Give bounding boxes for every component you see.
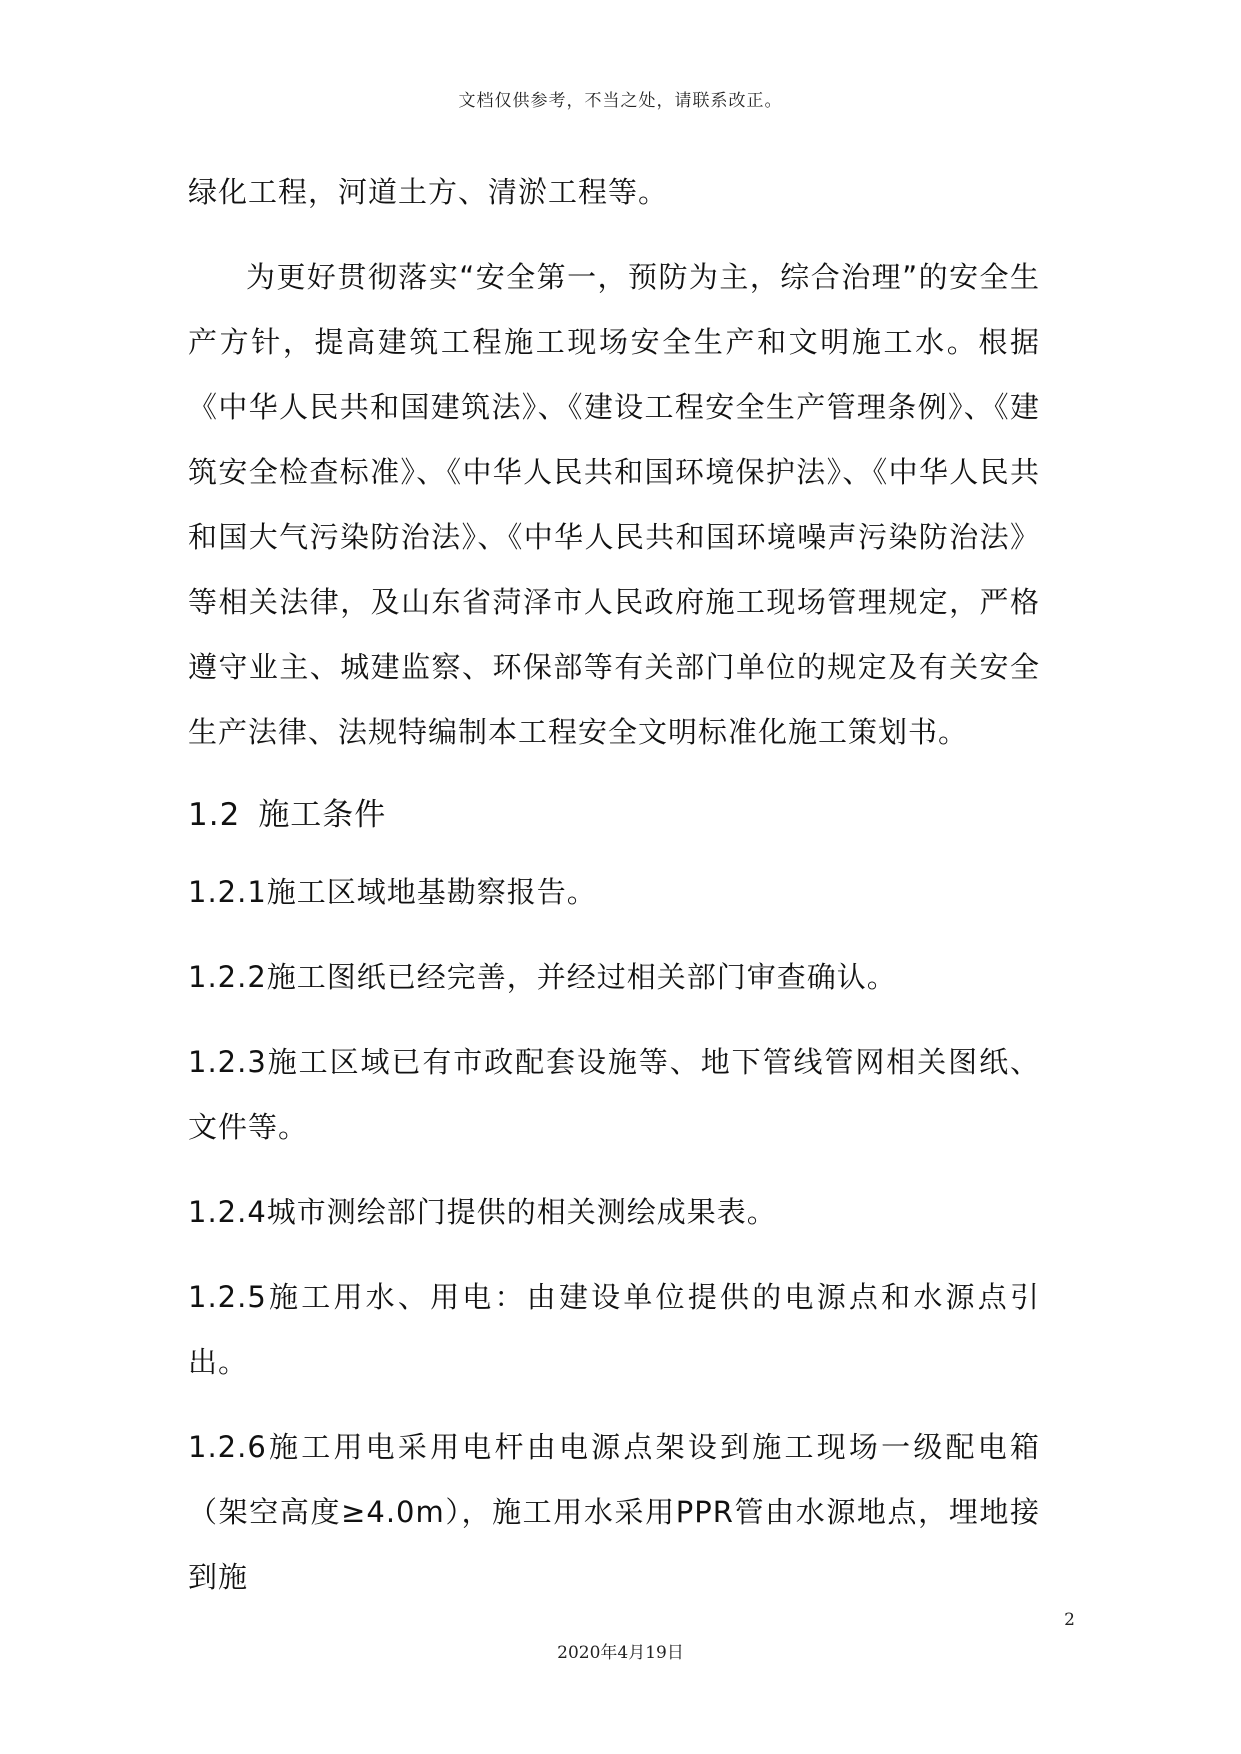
list-item: 1.2.6施工用电采用电杆由电源点架设到施工现场一级配电箱（架空高度≥4.0m），施工用水采用PPR管由水源地点，埋地接到施	[188, 1430, 1040, 1594]
list-item: 1.2.1施工区域地基勘察报告。	[188, 875, 597, 909]
header-note: 文档仅供参考，不当之处，请联系改正。	[458, 91, 783, 111]
document-body	[188, 160, 1040, 1610]
list-item: 1.2.4城市测绘部门提供的相关测绘成果表。	[188, 1195, 777, 1229]
list-item: 1.2.3施工区域已有市政配套设施等、地下管线管网相关图纸、文件等。	[188, 1045, 1040, 1144]
paragraph-2: 为更好贯彻落实“安全第一，预防为主，综合治理”的安全生产方针，提高建筑工程施工现场安全生产和文明施工水。根据《中华人民共和国建筑法》、《建设工程安全生产管理条例》、《建筑安全检查标准》、《中华人民共和国环境保护法》、《中华人民共和国大气污染防治法》、《中华人民共和国环境噪声污染防治法》等相关法律，及山东省菏泽市人民政府施工现场管理规定，严格遵守业主、城建监察、环保部等有关部门单位的规定及有关安全生产法律、法规特编制本工程安全文明标准化施工策划书。	[188, 260, 1040, 749]
list-item: 1.2.5施工用水、用电：由建设单位提供的电源点和水源点引出。	[188, 1280, 1040, 1379]
list-item: 1.2.2施工图纸已经完善，并经过相关部门审查确认。	[188, 960, 897, 994]
section-heading	[188, 790, 1040, 840]
page-number: 2	[1064, 1610, 1075, 1630]
section-number: 1.2	[188, 797, 241, 833]
section-title: 施工条件	[258, 797, 387, 833]
footer-date: 2020年4月19日	[557, 1643, 684, 1663]
paragraph-1: 绿化工程，河道土方、清淤工程等。	[188, 175, 669, 209]
